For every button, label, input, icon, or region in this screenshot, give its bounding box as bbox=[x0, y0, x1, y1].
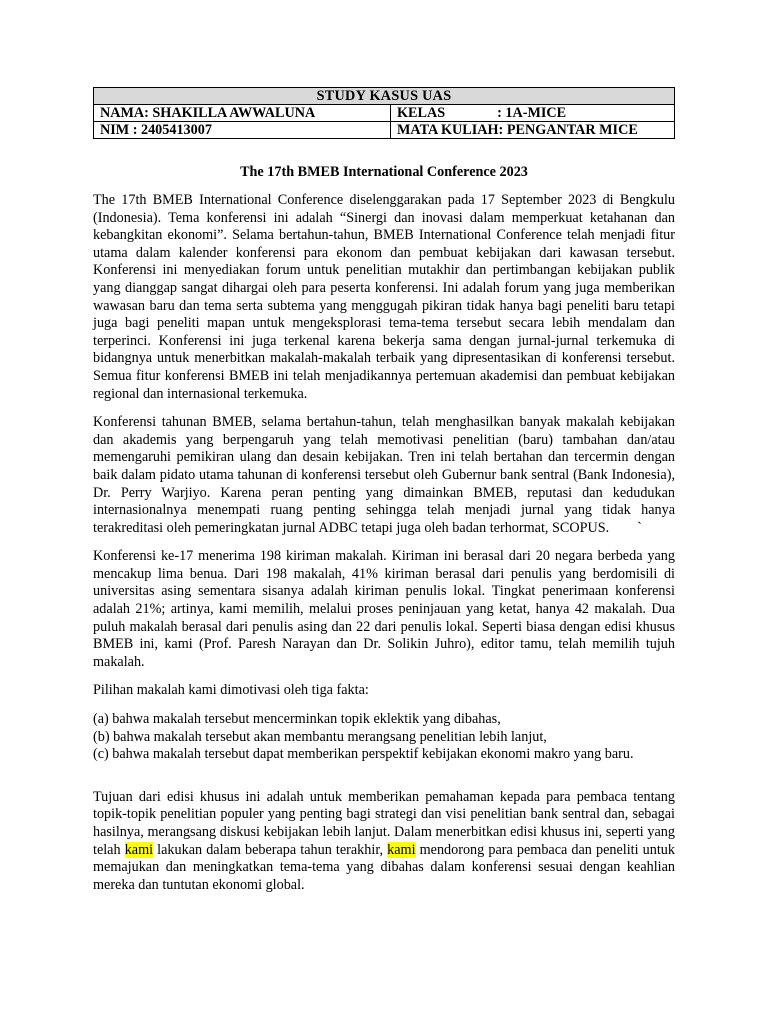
list-item: (c) bahwa makalah tersebut dapat memberikan perspektif kebijakan ekonomi makro yang baru. bbox=[93, 746, 634, 763]
highlighted-word: kami bbox=[124, 841, 154, 858]
table-row bbox=[94, 105, 675, 122]
paragraph-purpose bbox=[93, 789, 675, 895]
document-body bbox=[93, 192, 675, 894]
course-name: MATA KULIAH: PENGANTAR MICE bbox=[391, 122, 675, 139]
list-item: (a) bahwa makalah tersebut mencerminkan topik eklektik yang dibahas, bbox=[93, 711, 501, 728]
paragraph-annual-text: Konferensi tahunan BMEB, selama bertahun-tahun, telah menghasilkan banyak makalah kebijakan dan akademis yang berpengaruh yang telah memotivasi penelitian (baru) tambahan dan/atau memengaruhi pemikiran ulang dan desain kebijakan. Tren ini telah bertahan dan tercermin dengan baik dalam pidato utama tahunan di konferensi tersebut oleh Gubernur bank sentral (Bank Indonesia), Dr. Perry Warjiyo. Karena peran penting yang dimainkan BMEB, reputasi dan kedudukan internasionalnya menempati ruang penting sehingga telah menjadi jurnal yang tidak hanya terakreditasi oleh pemeringkatan jurnal ADBC tetapi juga oleh badan terhormat, SCOPUS. bbox=[93, 414, 675, 536]
paragraph-selection-intro: Pilihan makalah kami dimotivasi oleh tiga fakta: bbox=[93, 682, 369, 699]
document-title: The 17th BMEB International Conference 2023 bbox=[240, 164, 528, 180]
student-info-table bbox=[93, 87, 675, 139]
class-cell bbox=[391, 105, 675, 122]
table-header-row bbox=[94, 88, 675, 105]
paragraph-annual bbox=[93, 414, 675, 537]
highlighted-word: kami bbox=[387, 841, 416, 858]
table-title: STUDY KASUS UAS bbox=[94, 88, 675, 105]
stray-mark: ` bbox=[637, 519, 642, 536]
table-row bbox=[94, 122, 675, 139]
facts-list bbox=[93, 711, 675, 764]
paragraph-intro: The 17th BMEB International Conference diselenggarakan pada 17 September 2023 di Bengkulu (Indonesia). Tema konferensi ini adalah “Sinergi dan inovasi dalam memperkuat ketahanan dan kebangkitan ekonomi”. Selama bertahun-tahun, BMEB International Conference telah menjadi fitur utama dalam kalender konferensi para ekonom dan pembuat kebijakan dari kawasan tersebut. Konferensi ini menyediakan forum untuk penelitian mutakhir dan pertimbangan kebijakan publik yang dianggap sangat dihargai oleh para peserta konferensi. Ini adalah forum yang juga memberikan wawasan baru dan tema serta subtema yang menggugah pikiran tidak hanya bagi peneliti baru tetapi juga bagi peneliti mapan untuk mengeksplorasi tema-tema tersebut secara lebih mendalam dan terperinci. Konferensi ini juga terkenal karena bekerja sama dengan jurnal-jurnal terkemuka di bidangnya untuk menerbitkan makalah-makalah terbaik yang dipresentasikan di konferensi tersebut. Semua fitur konferensi BMEB ini telah menjadikannya pertemuan akademisi dan pembuat kebijakan regional dan internasional terkemuka. bbox=[93, 192, 675, 402]
paragraph-submissions: Konferensi ke-17 menerima 198 kiriman makalah. Kiriman ini berasal dari 20 negara berbeda yang mencakup lima benua. Dari 198 makalah, 41% kiriman berasal dari penulis yang berdomisili di universitas asing sementara sisanya adalah kiriman penulis lokal. Tingkat penerimaan konferensi adalah 21%; artinya, kami memilih, melalui proses peninjauan yang ketat, hanya 42 makalah. Dua puluh makalah berasal dari penulis asing dan 22 dari penulis lokal. Seperti biasa dengan edisi khusus BMEB ini, kami (Prof. Paresh Narayan dan Dr. Solikin Juhro), editor tamu, telah memilih tujuh makalah. bbox=[93, 548, 675, 670]
list-item: (b) bahwa makalah tersebut akan membantu merangsang penelitian lebih lanjut, bbox=[93, 728, 547, 745]
class-value: : 1A-MICE bbox=[497, 105, 567, 121]
class-label: KELAS bbox=[397, 105, 446, 121]
purpose-text-2: lakukan dalam beberapa tahun terakhir, bbox=[153, 841, 388, 858]
purpose-text-3: mendorong para pembaca dan peneliti untuk memajukan dan meningkatkan tema-tema yang dibahas dalam konferensi sesuai dengan keahlian mereka dan tuntutan ekonomi global. bbox=[93, 841, 675, 893]
purpose-text-1: Tujuan dari edisi khusus ini adalah untuk memberikan pemahaman kepada para pembaca tentang topik-topik penelitian populer yang penting bagi strategi dan visi penelitian bank sentral dan, sebagai hasilnya, merangsang diskusi kebijakan lebih lanjut. Dalam menerbitkan edisi khusus ini, seperti yang telah bbox=[93, 788, 675, 858]
student-name: NAMA: SHAKILLA AWWALUNA bbox=[94, 105, 391, 122]
student-nim: NIM : 2405413007 bbox=[94, 122, 391, 139]
